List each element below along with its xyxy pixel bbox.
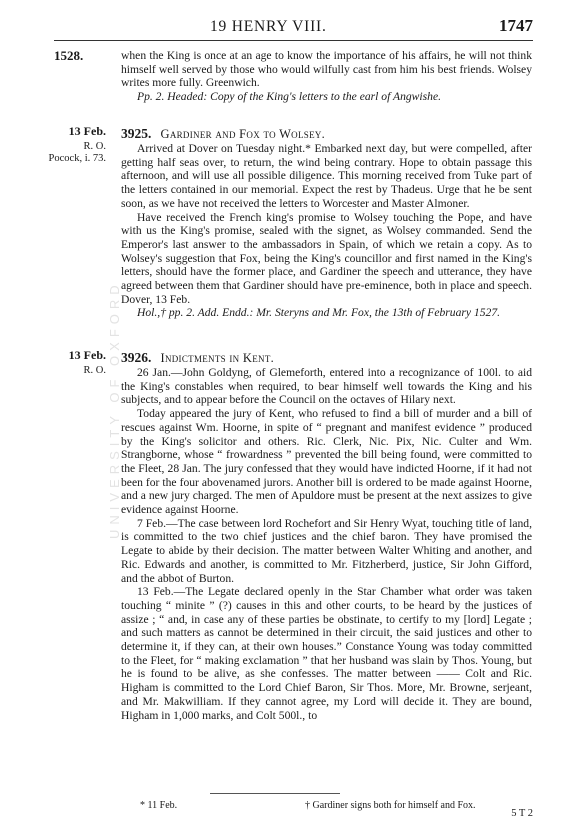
carry-over-text bbox=[121, 49, 532, 104]
entry-3925-number: 3925. bbox=[121, 126, 152, 141]
entry-3926-paragraph-1: 26 Jan.—John Goldyng, of Glemeforth, entered into a recognizance of 100l. to aid the King's constables when required, to bear himself well towards the King and his subjects, and to appear before the Council on the octaves of Hilary next. bbox=[121, 366, 532, 407]
carry-over-paragraph: when the King is once at an age to know the importance of his affairs, he will not think himself well served by those who would wilfully cast from him his best friends. Wolsey writes more fully. Greenwich. bbox=[121, 49, 532, 90]
margin-year: 1528. bbox=[54, 48, 84, 63]
entry-3926-title: Indictments in Kent. bbox=[160, 351, 275, 365]
entry-3925-note: Hol.,† pp. 2. Add. Endd.: Mr. Steryns and Mr. Fox, the 13th of February 1527. bbox=[137, 306, 501, 320]
library-watermark: UNIVERSITY OF OXFORD bbox=[107, 280, 122, 540]
running-head-title: 19 HENRY VIII. bbox=[210, 18, 327, 35]
entry-3925-source: R. O. bbox=[83, 141, 106, 152]
entry-3926-source: R. O. bbox=[83, 365, 106, 376]
entry-3926-paragraph-3: 7 Feb.—The case between lord Rochefort and Sir Henry Wyat, touching title of land, is committed to the two chief justices and the chief baron. They have promised the Legate to abide by their decision. The matter between Walter Whiting and another, and Ric. Edwards and another, is committed to Mr. Fitzherberd, justice, Sir John Gifford, and the abbot of Burton. bbox=[121, 516, 532, 585]
entry-3926-date: 13 Feb. bbox=[68, 348, 106, 362]
signature-mark: 5 T 2 bbox=[511, 808, 533, 819]
running-head bbox=[0, 14, 567, 36]
header-rule bbox=[54, 40, 533, 41]
entry-3925-reference: Pocock, i. 73. bbox=[48, 153, 106, 164]
entry-3925-paragraph-1: Arrived at Dover on Tuesday night.* Embarked next day, but were compelled, after getting half seas over, to return, the wind being contrary. Hope to obtain passage this afternoon, and will use all possible diligence. This morning received from Tuke part of the letters contained in our memorial. Expect the rest by Thadeus. Urge that he be sent soon, as we have not received the letters to Worcester and Master Almoner. bbox=[121, 142, 532, 210]
entry-3925-date: 13 Feb. bbox=[68, 124, 106, 138]
footnote-2: † Gardiner signs both for himself and Fox. bbox=[305, 800, 476, 811]
entry-3925-paragraph-2: Have received the French king's promise to Wolsey touching the Pope, and have with us the King's promise, sealed with the signet, as Wolsey commanded. Send the Emperor's last answer to the ambassadors in Spain, of which we retain a copy. As to Wolsey's suggestion that Fox, being the King's councillor and first named in the King's letters, should have the former place, and Gardiner the speech and utterance, they have agreed between them that Gardiner should have pre-eminence, both in place and speech. Dover, 13 Feb. bbox=[121, 210, 532, 306]
entry-3926-paragraph-4: 13 Feb.—The Legate declared openly in the Star Chamber what order was taken touching “ minite ” (?) causes in this and other courts, to be heard by the justices of assize ; “ and, in case any of these parties be obstinate, to certify to my [lord] Legate ; and such matters as cannot be determined in their circuit, the said justices and other to determine it, if they can, at their own houses.” Constance Young was today committed to the Fleet, for “ making exclamation ” that her husband was slain by Thos. Young, but he is found to be alive, as she confesses. The matter between —— Colt and Ric. Higham is committed to the Lord Chief Baron, Sir Thos. More, Mr. Browne, serjeant, and Mr. Makwilliam. If they cannot agree, my Lord will decide it. They are bound, Higham in 1,000 marks, and Colt 500l., to bbox=[121, 585, 532, 722]
carry-over-note: Pp. 2. Headed: Copy of the King's letters to the earl of Angwishe. bbox=[137, 90, 441, 104]
entry-3925-body bbox=[121, 142, 532, 320]
entry-3926-heading bbox=[121, 350, 274, 366]
entry-3926-body bbox=[121, 366, 532, 722]
footnote-rule bbox=[210, 793, 340, 794]
footnote-1: * 11 Feb. bbox=[140, 800, 178, 811]
entry-3926-number: 3926. bbox=[121, 350, 152, 365]
entry-3925-heading bbox=[121, 126, 325, 142]
entry-3925-title: Gardiner and Fox to Wolsey. bbox=[160, 127, 326, 141]
entry-3926-paragraph-2: Today appeared the jury of Kent, who refused to find a bill of murder and a bill of rescues against Wm. Hoorne, in spite of “ pregnant and manifest evidence ” produced by the King's solicitor and others. Ric. Clerk, Nic. Pix, Nic. Culter and Wm. Strangborne, whose “ frowardness ” prevented the bill being found, were committed to the Fleet, 28 Jan. The jury confessed that they would have indicted Hoorne, if it had not been for the four abovenamed jurors. Another bill is ordered to be made against Hoorne, and a new jury charged. The men of Apuldore must be present at the next assizes to give evidence against Hoorne. bbox=[121, 407, 532, 517]
page-number: 1747 bbox=[499, 16, 533, 35]
